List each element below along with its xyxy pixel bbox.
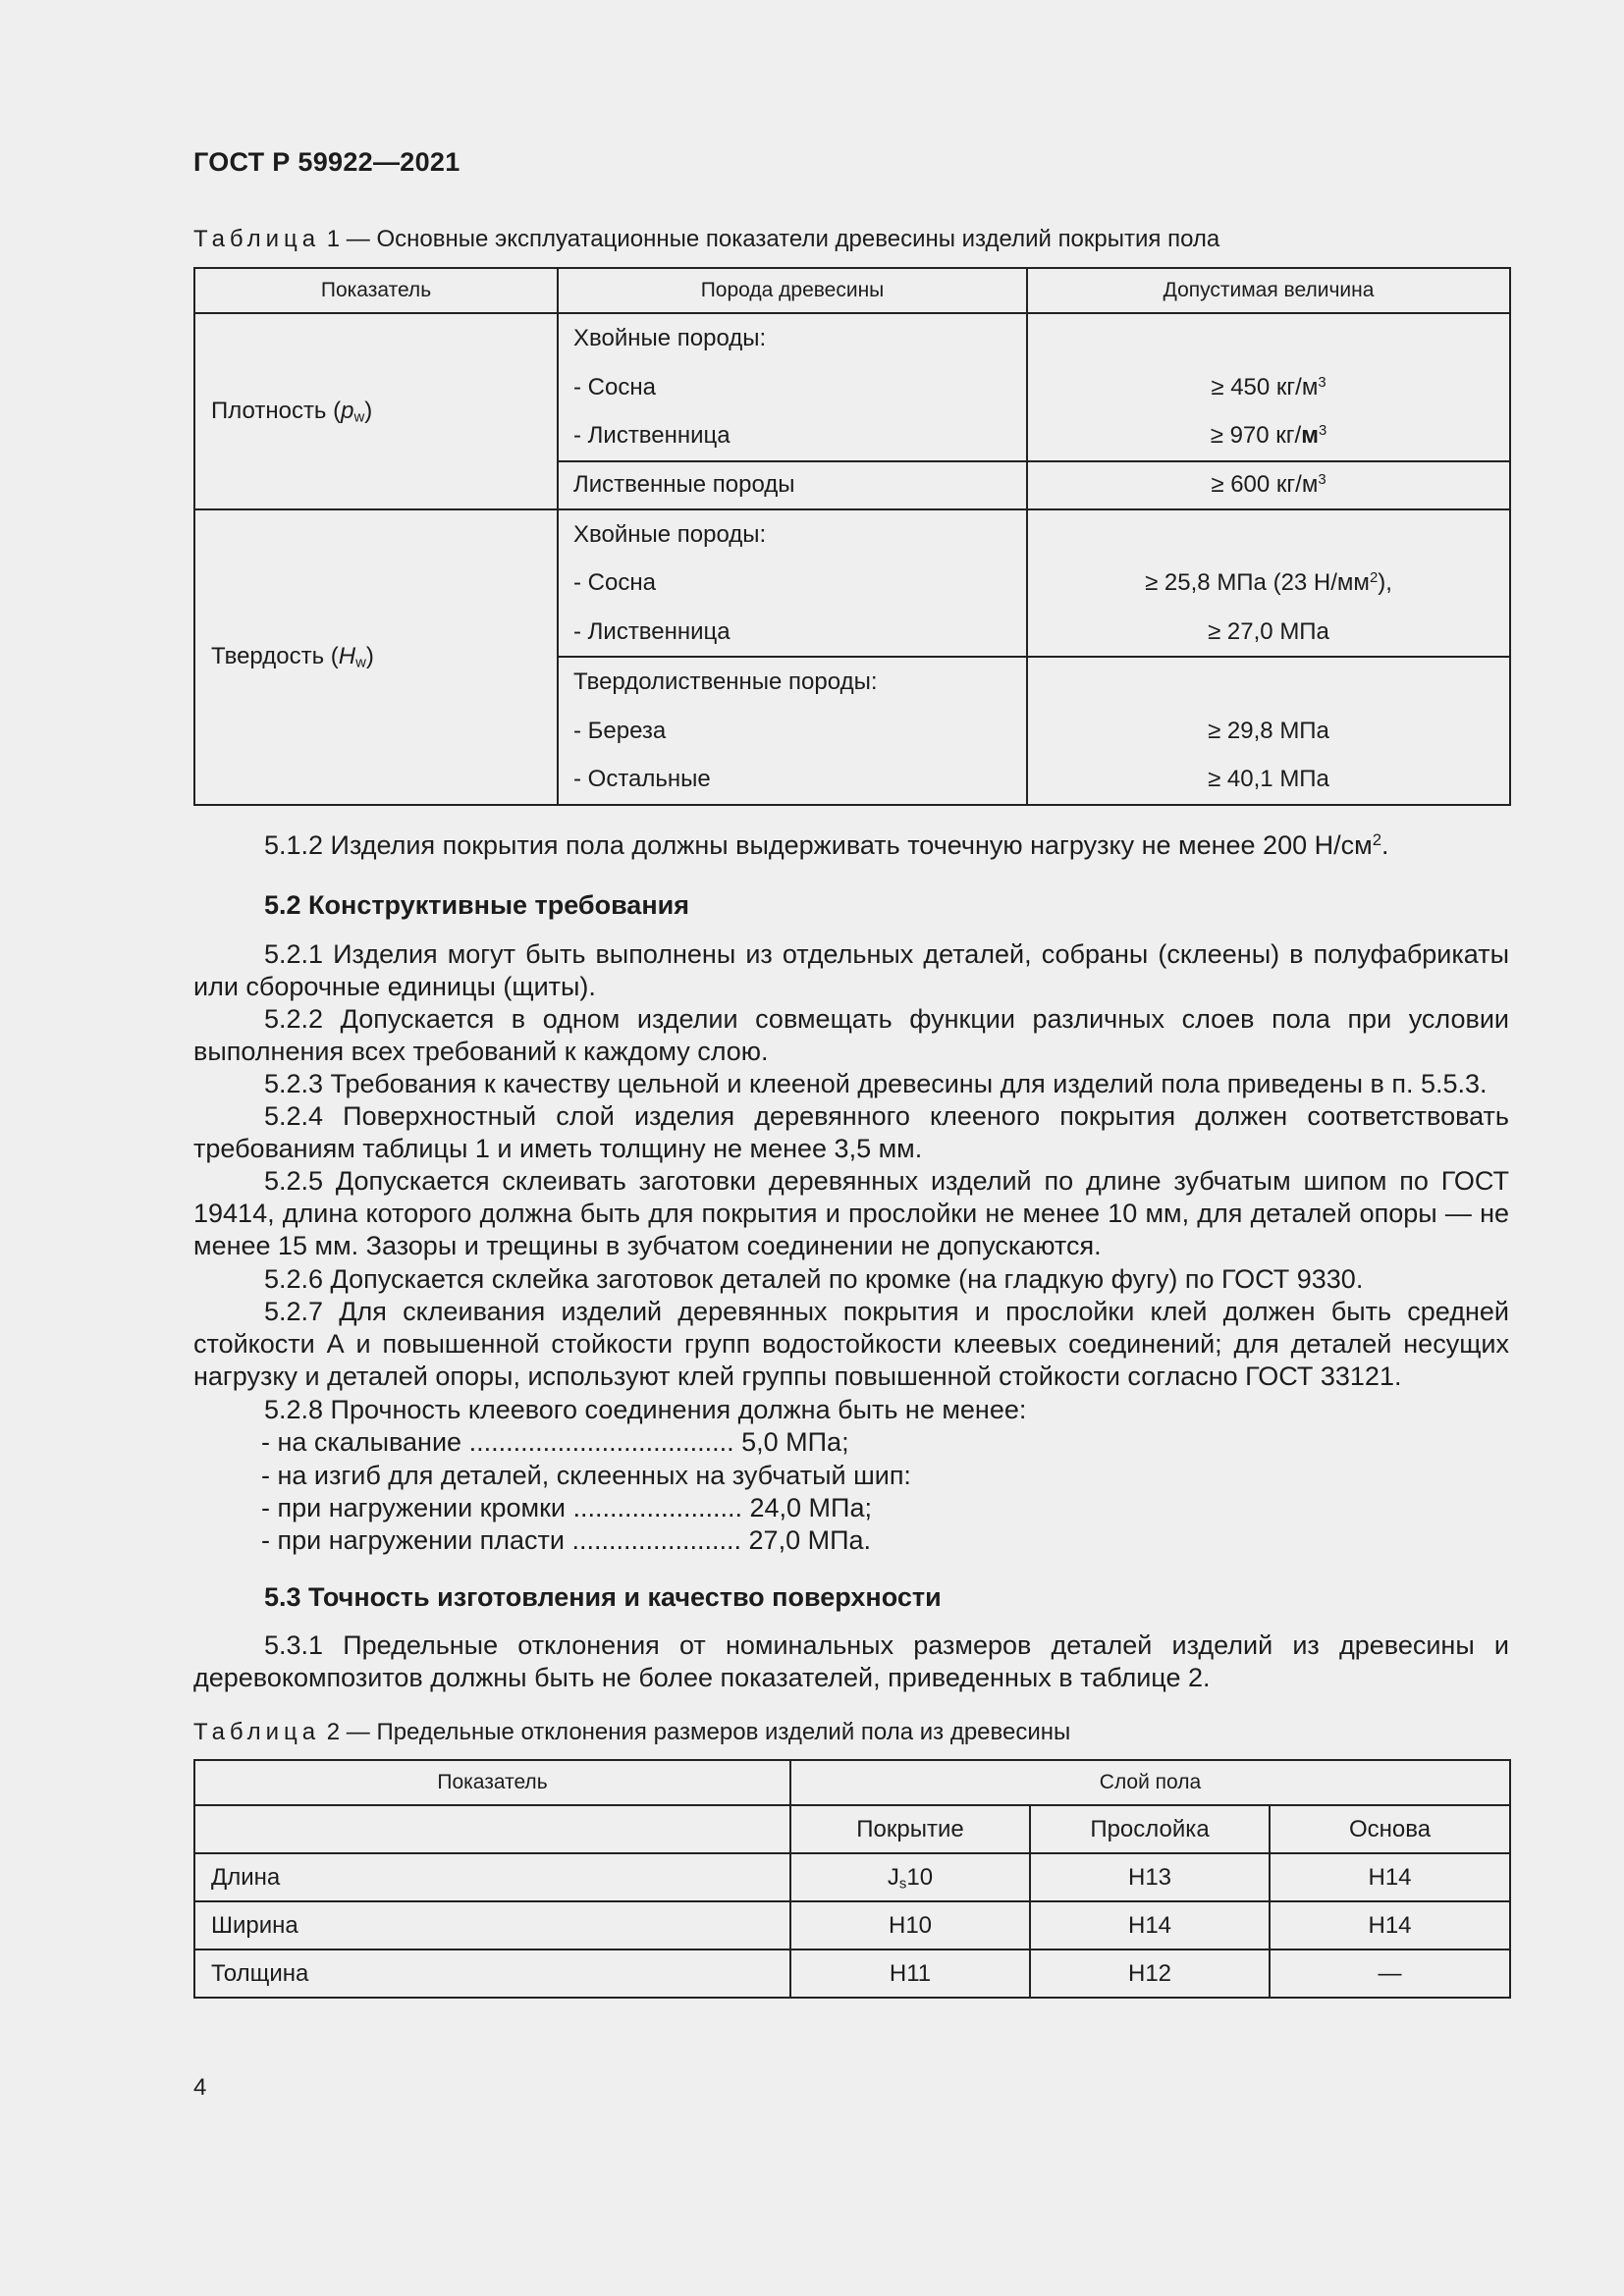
table2-header-indicator: Показатель bbox=[194, 1760, 790, 1805]
table1-header-species: Порода древесины bbox=[558, 268, 1027, 313]
strength-list-item-bending: - на изгиб для деталей, склеенных на зубчатый шип: bbox=[261, 1461, 911, 1490]
hardness-other: - Остальные bbox=[573, 766, 711, 792]
table2-length-label: Длина bbox=[194, 1853, 790, 1901]
table2-subheader-interlayer: Прослойка bbox=[1030, 1805, 1270, 1853]
table2-subheader-row bbox=[194, 1805, 1510, 1853]
table2-subheader-base: Основа bbox=[1270, 1805, 1510, 1853]
table2-length-cover: $J_s10$ bbox=[790, 1853, 1030, 1901]
table2-caption bbox=[193, 1719, 1070, 1746]
table2-header-layer: Слой пола bbox=[790, 1760, 1510, 1805]
table2-thickness-cover: H11 bbox=[790, 1949, 1030, 1998]
page-number: 4 bbox=[193, 2074, 207, 2101]
heading-5-3: 5.3 Точность изготовления и качество поверхности bbox=[264, 1582, 942, 1612]
table2-header-row bbox=[194, 1760, 1510, 1805]
table2-width-cover: H10 bbox=[790, 1901, 1030, 1949]
density-larch: - Лиственница bbox=[573, 422, 731, 449]
paragraph-5-2-3: 5.2.3 Требования к качеству цельной и клееной древесины для изделий пола приведены в п. 5.5.3. bbox=[264, 1069, 1488, 1098]
table1-row-hardness-conifer bbox=[194, 509, 1510, 658]
density-conifer-empty bbox=[1028, 314, 1509, 363]
paragraph-5-2-4: 5.2.4 Поверхностный слой изделия деревянного клееного покрытия должен соответствовать требованиям таблицы 1 и иметь толщину не менее 3,5 мм. bbox=[193, 1101, 1509, 1163]
table2-subheader-cover: Покрытие bbox=[790, 1805, 1030, 1853]
hardness-hardwood-empty bbox=[1028, 658, 1509, 707]
density-deciduous-value: ≥ 600 $кг/м^3$ bbox=[1027, 461, 1510, 509]
paragraph-5-2-5: 5.2.5 Допускается склеивать заготовки деревянных изделий по длине зубчатым шипом по ГОСТ 19414, длина которого должна быть для покрытия и прослойки не менее 10 мм, для деталей опоры — не менее 15 мм. Зазоры и трещины в зубчатом соединении не допускаются. bbox=[193, 1166, 1509, 1260]
table2-subheader-empty bbox=[194, 1805, 790, 1853]
table2-caption-text: 2 — Предельные отклонения размеров изделий пола из древесины bbox=[320, 1719, 1071, 1745]
density-name: Плотность ( bbox=[211, 397, 342, 424]
paragraph-5-2-6: 5.2.6 Допускается склейка заготовок деталей по кромке (на гладкую фугу) по ГОСТ 9330. bbox=[264, 1264, 1364, 1294]
hardness-birch-value: ≥ 29,8 МПа bbox=[1208, 717, 1329, 744]
table1-header-row bbox=[194, 268, 1510, 313]
density-conifer-values bbox=[1027, 313, 1510, 461]
table2 bbox=[193, 1759, 1511, 1999]
hardness-label bbox=[194, 509, 558, 805]
paragraph-5-3-1: 5.3.1 Предельные отклонения от номинальных размеров деталей изделий из древесины и деревокомпозитов должны быть не более показателей, приведенных в таблице 2. bbox=[193, 1630, 1509, 1692]
table2-row-width bbox=[194, 1901, 1510, 1949]
density-pine-value: ≥ 450 $кг/м^3$ bbox=[1211, 373, 1326, 400]
strength-list-item-edge: - при нагружении кромки ....................... 24,0 МПа; bbox=[261, 1493, 872, 1522]
table2-thickness-interlayer: H12 bbox=[1030, 1949, 1270, 1998]
table2-thickness-label: Толщина bbox=[194, 1949, 790, 1998]
paragraph-5-2-7: 5.2.7 Для склеивания изделий деревянных покрытия и прослойки клей должен быть средней стойкости А и повышенной стойкости групп водостойкости клеевых соединений; для деталей несущих нагрузку и деталей опоры, используют клей группы повышенной стойкости согласно ГОСТ 33121. bbox=[193, 1297, 1509, 1391]
table2-row-length bbox=[194, 1853, 1510, 1901]
table1-header-indicator: Показатель bbox=[194, 268, 558, 313]
table2-width-label: Ширина bbox=[194, 1901, 790, 1949]
strength-list-item-shear: - на скалывание .................................... 5,0 МПа; bbox=[261, 1427, 849, 1457]
density-close: ) bbox=[364, 397, 373, 424]
density-conifer-species bbox=[558, 313, 1027, 461]
hardness-pine-value: ≥ 25,8 МПа (23 $Н/мм^2$), bbox=[1145, 569, 1392, 596]
table2-length-base: H14 bbox=[1270, 1853, 1510, 1901]
density-conifer-title: Хвойные породы: bbox=[573, 325, 767, 351]
hardness-close: ) bbox=[365, 643, 374, 669]
hardness-conifer-title: Хвойные породы: bbox=[573, 520, 767, 548]
hardness-hardwood-species bbox=[558, 657, 1027, 805]
hardness-name: Твердость ( bbox=[211, 643, 339, 669]
hardness-birch: - Береза bbox=[573, 717, 667, 744]
hardness-conifer-empty bbox=[1028, 510, 1509, 560]
density-subscript: w bbox=[353, 409, 365, 426]
table1-header-value: Допустимая величина bbox=[1027, 268, 1510, 313]
density-pine: - Сосна bbox=[573, 373, 656, 400]
hardness-larch: - Лиственница bbox=[573, 617, 731, 645]
density-symbol: p bbox=[341, 397, 354, 424]
table2-width-interlayer: H14 bbox=[1030, 1901, 1270, 1949]
heading-5-2: 5.2 Конструктивные требования bbox=[264, 890, 689, 920]
hardness-conifer-species bbox=[558, 509, 1027, 658]
paragraph-5-1-2: 5.1.2 Изделия покрытия пола должны выдерживать точечную нагрузку не менее 200 $Н/см^2$. bbox=[264, 829, 1389, 860]
hardness-subscript: w bbox=[355, 655, 366, 671]
hardness-symbol: H bbox=[338, 643, 356, 669]
table1-caption-text: 1 — Основные эксплуатационные показатели древесины изделий покрытия пола bbox=[320, 226, 1220, 252]
table2-row-thickness bbox=[194, 1949, 1510, 1998]
strength-list-item-face: - при нагружении пласти ....................... 27,0 МПа. bbox=[261, 1525, 871, 1555]
density-label bbox=[194, 313, 558, 509]
document-id: ГОСТ Р 59922—2021 bbox=[193, 147, 460, 177]
table1-caption bbox=[193, 226, 1219, 253]
hardness-larch-value: ≥ 27,0 МПа bbox=[1208, 617, 1329, 645]
table2-length-interlayer: H13 bbox=[1030, 1853, 1270, 1901]
table1 bbox=[193, 267, 1511, 806]
density-deciduous: Лиственные породы bbox=[558, 461, 1027, 509]
paragraph-5-2-8: 5.2.8 Прочность клеевого соединения должна быть не менее: bbox=[264, 1395, 1027, 1424]
hardness-hardwood-title: Твердолиственные породы: bbox=[573, 668, 878, 695]
paragraph-5-2-2: 5.2.2 Допускается в одном изделии совмещать функции различных слоев пола при условии выполнения всех требований к каждому слою. bbox=[193, 1004, 1509, 1066]
table1-row-density-conifer bbox=[194, 313, 1510, 461]
hardness-hardwood-values bbox=[1027, 657, 1510, 805]
table2-caption-prefix: Таблица bbox=[193, 1719, 321, 1745]
table2-thickness-base: — bbox=[1270, 1949, 1510, 1998]
density-larch-value: ≥ 970 $кг/м^3$ bbox=[1210, 422, 1327, 449]
table1-caption-prefix: Таблица bbox=[193, 226, 321, 252]
hardness-conifer-values bbox=[1027, 509, 1510, 658]
hardness-pine: - Сосна bbox=[573, 569, 656, 596]
table2-width-base: H14 bbox=[1270, 1901, 1510, 1949]
hardness-other-value: ≥ 40,1 МПа bbox=[1208, 766, 1329, 792]
paragraph-5-2-1: 5.2.1 Изделия могут быть выполнены из отдельных деталей, собраны (склеены) в полуфабрикаты или сборочные единицы (щиты). bbox=[193, 939, 1509, 1001]
